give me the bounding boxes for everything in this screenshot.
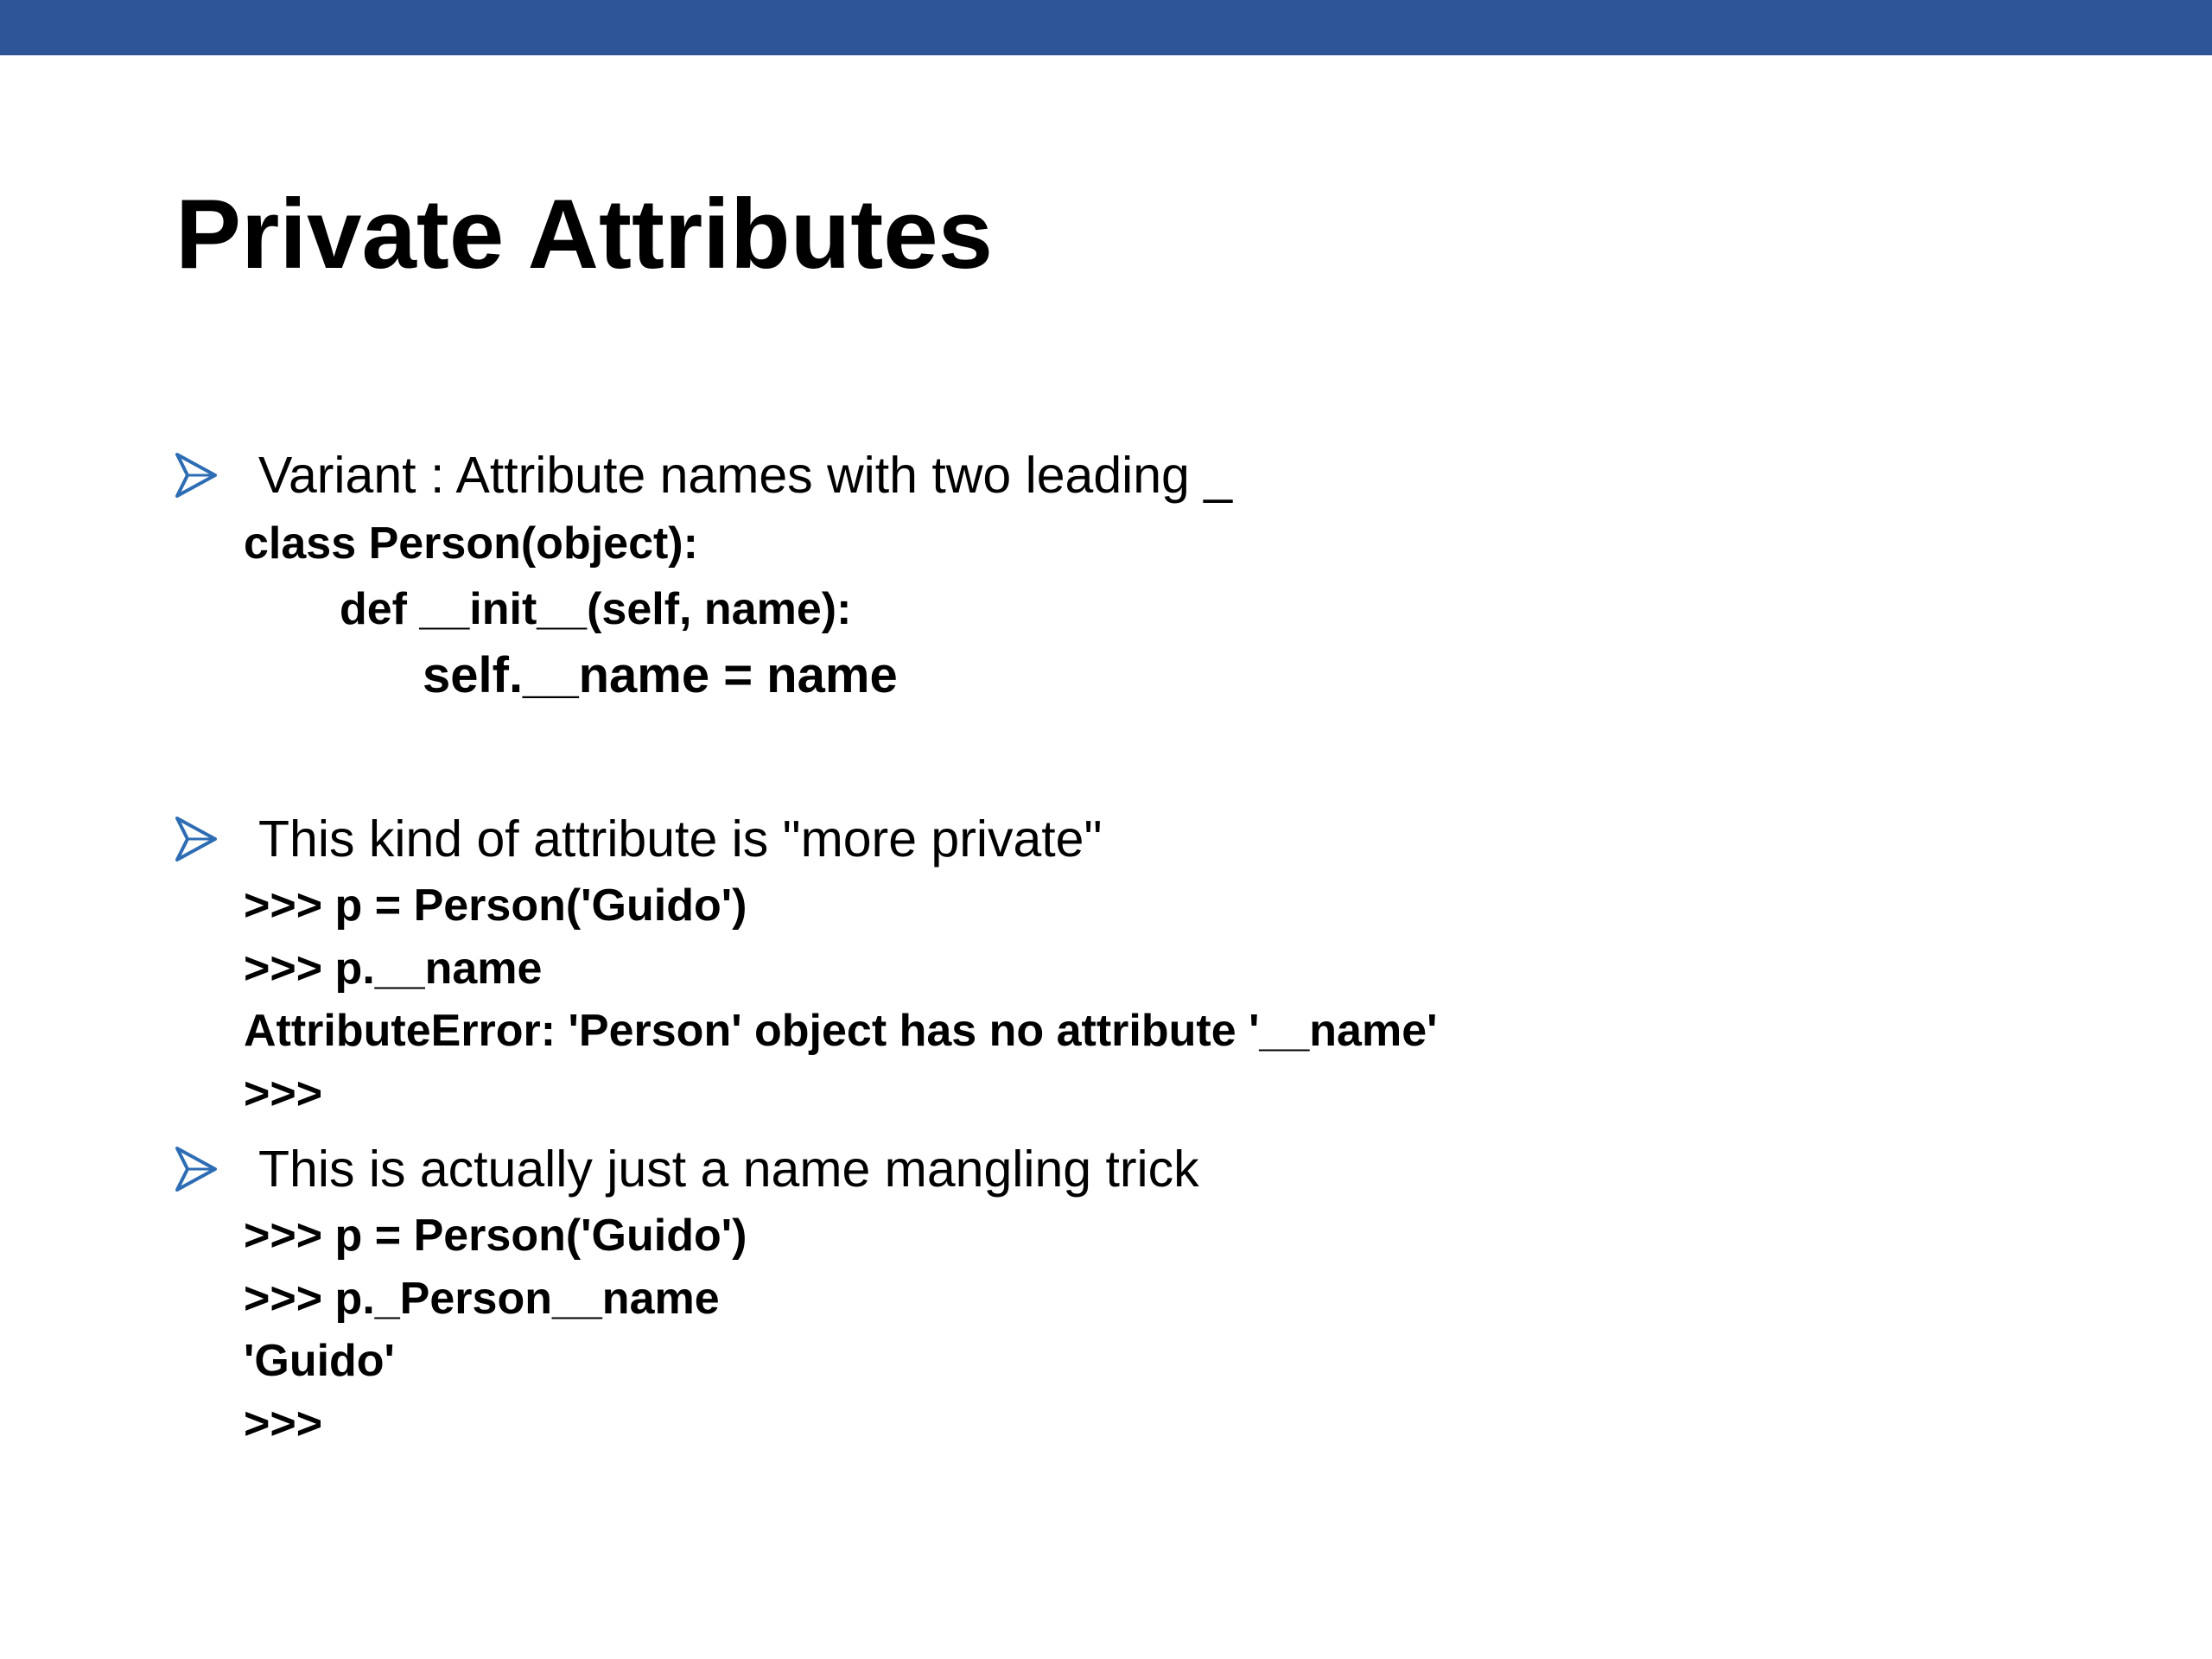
bullet-text: This is actually just a name mangling trick — [258, 1141, 1199, 1198]
code-line: >>> p = Person('Guido') — [244, 880, 747, 931]
code-line: class Person(object): — [244, 518, 698, 569]
bullet-item — [175, 809, 1102, 869]
arrow-bullet-icon — [175, 815, 217, 863]
bullet-item — [175, 1139, 1199, 1199]
arrow-bullet-icon — [175, 451, 217, 499]
code-line: >>> p.__name — [244, 944, 543, 994]
header-bar — [0, 0, 2212, 55]
code-line: self.__name = name — [423, 647, 898, 703]
code-line: AttributeError: 'Person' object has no attribute '__name' — [244, 1006, 1438, 1056]
code-line: >>> — [244, 1069, 323, 1119]
code-line: >>> p = Person('Guido') — [244, 1211, 747, 1261]
code-line: def __init__(self, name): — [340, 584, 852, 634]
bullet-item — [175, 445, 1232, 505]
bullet-text: Variant : Attribute names with two leading _ — [258, 447, 1233, 504]
code-line: >>> p._Person__name — [244, 1274, 720, 1324]
code-line: 'Guido' — [244, 1336, 395, 1386]
bullet-text: This kind of attribute is "more private" — [258, 810, 1103, 868]
code-line: >>> — [244, 1399, 323, 1449]
slide-title: Private Attributes — [175, 180, 994, 289]
arrow-bullet-icon — [175, 1145, 217, 1193]
